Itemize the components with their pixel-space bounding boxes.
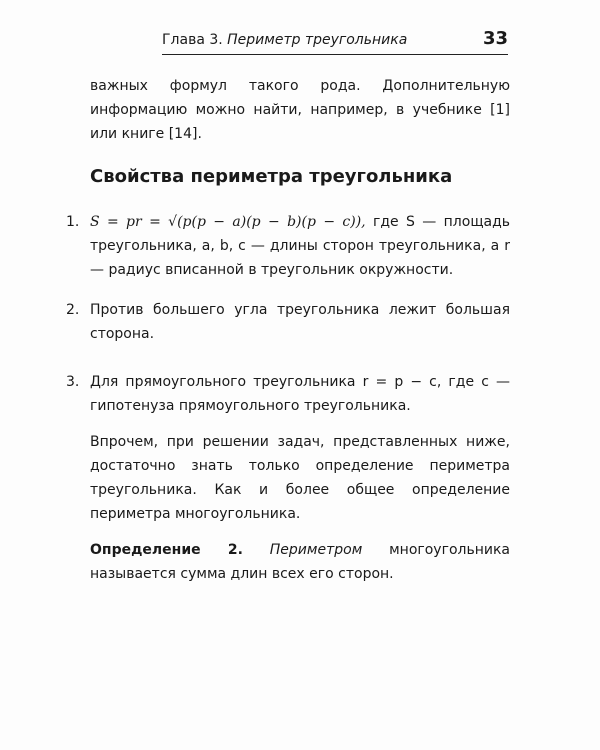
chapter-title: Периметр треугольника xyxy=(227,32,408,48)
property-number: 2. xyxy=(66,302,80,318)
property-text: Против большего угла треугольника лежит большая сторона. xyxy=(90,302,510,342)
definition-block xyxy=(90,538,510,586)
definition-label: Определение 2. xyxy=(90,542,243,558)
outro-paragraph: Впрочем, при решении задач, представленных ниже, достаточно знать только определение периметра треугольника. Как и более общее определение периметра многоугольника. xyxy=(90,434,510,522)
chapter-label: Глава 3. xyxy=(162,32,223,48)
running-header xyxy=(162,28,508,55)
property-item-1 xyxy=(66,210,510,282)
page-number: 33 xyxy=(482,28,508,49)
definition-term: Периметром xyxy=(269,542,363,558)
property-number: 1. xyxy=(66,214,80,230)
area-formula: S = pr = √(p(p − a)(p − b)(p − c)), xyxy=(90,214,366,230)
property-number: 3. xyxy=(66,374,80,390)
header-text xyxy=(162,32,407,48)
property-text: Для прямоугольного треугольника r = p − c, где c — гипотенуза прямоугольного треугольника. xyxy=(90,374,510,414)
property-item-2 xyxy=(66,298,510,346)
intro-paragraph: важных формул такого рода. Дополнительную информацию можно найти, например, в учебнике [1] или книге [14]. xyxy=(90,78,510,142)
definition-text: многоугольника называется сумма длин всех его сторон. xyxy=(90,542,511,582)
property-text: где S — площадь треугольника, a, b, c — длины сторон треугольника, а r — радиус вписанной в треугольник окружности. xyxy=(90,214,511,278)
property-item-3 xyxy=(66,370,510,418)
section-title: Свойства периметра треугольника xyxy=(90,166,453,187)
